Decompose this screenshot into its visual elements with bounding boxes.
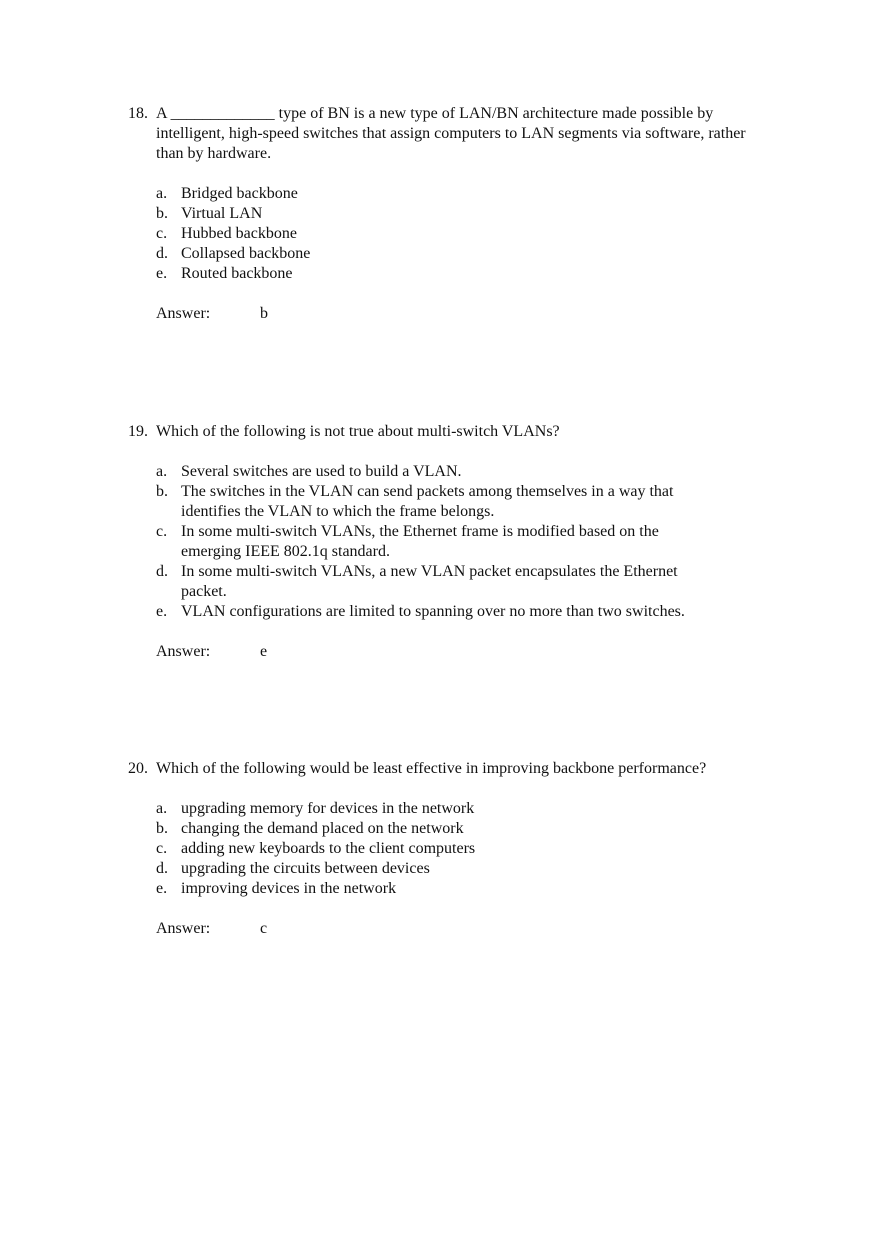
option-text: improving devices in the network [181, 880, 397, 897]
option-c [156, 839, 768, 859]
option-d [156, 859, 768, 879]
option-text: upgrading memory for devices in the network [181, 800, 475, 817]
option-text: changing the demand placed on the network [181, 820, 464, 837]
option-e [156, 879, 768, 899]
options-list [156, 462, 716, 622]
question-text: Which of the following is not true about multi-switch VLANs? [156, 423, 560, 440]
option-text: In some multi-switch VLANs, a new VLAN packet encapsulates the Ethernet packet. [181, 563, 678, 600]
option-text: Bridged backbone [181, 185, 298, 202]
option-text: In some multi-switch VLANs, the Ethernet frame is modified based on the emerging IEEE 802.1q standard. [181, 523, 659, 560]
question-text: Which of the following would be least effective in improving backbone performance? [156, 760, 707, 777]
option-letter: c. [156, 523, 168, 540]
option-a [156, 462, 716, 482]
option-e [156, 602, 716, 622]
option-letter: c. [156, 225, 168, 242]
options-list [156, 184, 768, 284]
option-e [156, 264, 768, 284]
answer-line [156, 642, 768, 662]
question-stem [128, 104, 768, 164]
option-text: Several switches are used to build a VLAN. [181, 463, 462, 480]
option-d [156, 244, 768, 264]
option-letter: a. [156, 800, 168, 817]
option-d [156, 562, 716, 602]
option-text: adding new keyboards to the client computers [181, 840, 476, 857]
answer-line [156, 304, 768, 324]
option-letter: b. [156, 820, 168, 837]
option-letter: a. [156, 463, 168, 480]
question-number: 19. [128, 423, 148, 440]
option-letter: b. [156, 483, 168, 500]
question-stem [128, 759, 768, 779]
question-number: 20. [128, 760, 148, 777]
question-20 [128, 759, 768, 939]
answer-value: e [260, 643, 268, 660]
answer-value: b [260, 305, 268, 322]
answer-value: c [260, 920, 268, 937]
option-b [156, 482, 716, 522]
answer-label: Answer: [156, 643, 211, 660]
option-text: Virtual LAN [181, 205, 263, 222]
options-list [156, 799, 768, 899]
option-letter: e. [156, 265, 168, 282]
question-18 [128, 104, 768, 324]
option-text: Collapsed backbone [181, 245, 311, 262]
option-a [156, 799, 768, 819]
option-c [156, 522, 716, 562]
option-letter: b. [156, 205, 168, 222]
answer-label: Answer: [156, 305, 211, 322]
option-b [156, 819, 768, 839]
question-text: A _____________ type of BN is a new type of LAN/BN architecture made possible by intelligent, high-speed switches that assign computers to LAN segments via software, rather than by hardware. [156, 105, 746, 162]
option-text: Routed backbone [181, 265, 293, 282]
option-letter: d. [156, 563, 168, 580]
option-c [156, 224, 768, 244]
option-letter: e. [156, 880, 168, 897]
option-letter: a. [156, 185, 168, 202]
question-stem [128, 422, 768, 442]
option-letter: d. [156, 860, 168, 877]
option-text: Hubbed backbone [181, 225, 297, 242]
option-letter: e. [156, 603, 168, 620]
option-a [156, 184, 768, 204]
option-text: The switches in the VLAN can send packets among themselves in a way that identifies the VLAN to which the frame belongs. [181, 483, 674, 520]
option-text: VLAN configurations are limited to spanning over no more than two switches. [181, 603, 685, 620]
option-letter: c. [156, 840, 168, 857]
question-19 [128, 422, 768, 662]
question-number: 18. [128, 105, 148, 122]
option-text: upgrading the circuits between devices [181, 860, 430, 877]
option-b [156, 204, 768, 224]
answer-label: Answer: [156, 920, 211, 937]
option-letter: d. [156, 245, 168, 262]
answer-line [156, 919, 768, 939]
